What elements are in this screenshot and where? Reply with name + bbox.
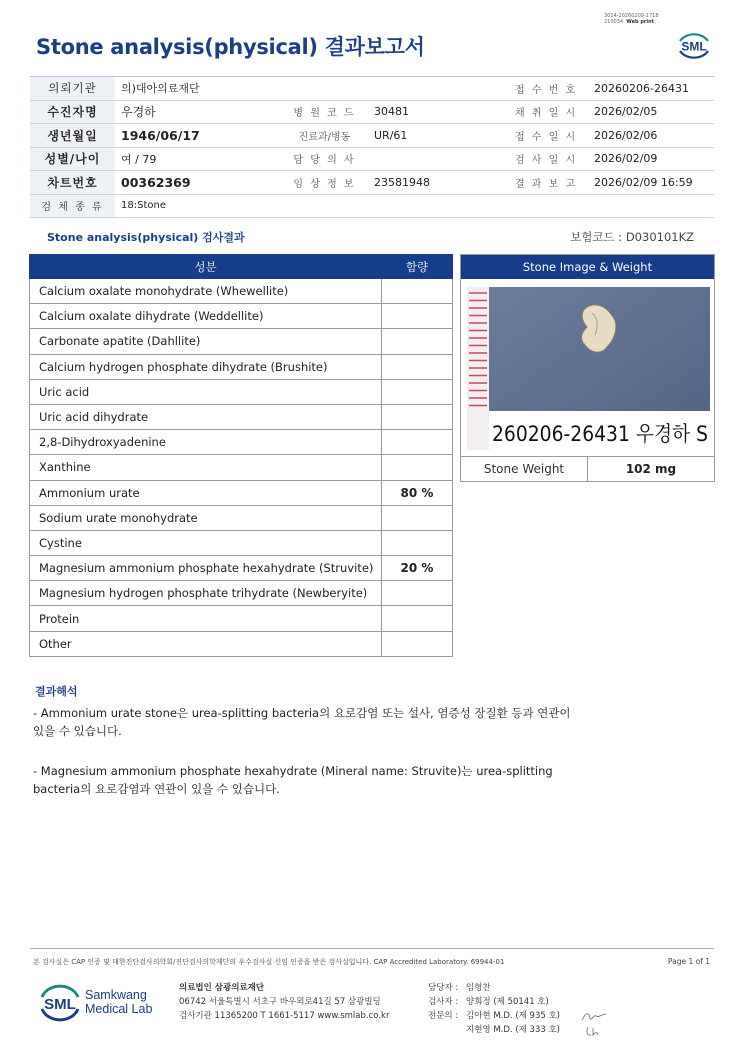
staff-name: 지현영 M.D. (제 333 호) [466,1025,561,1035]
logo-text: SML [681,39,707,54]
component-row [30,404,453,429]
component-name: Cystine [30,530,382,555]
component-amount [382,430,453,455]
specimen-label: 검 체 종 류 [30,194,115,218]
dob: 1946/06/17 [115,124,281,148]
component-amount [382,379,453,404]
dob-label: 생년월일 [30,124,115,148]
component-name: Uric acid dihydrate [30,404,382,429]
clinical-info: 23581948 [368,171,504,195]
staff-name: 양희정 (제 50141 호) [466,997,549,1007]
staff-role: 검사자 : [428,997,459,1007]
component-name: Ammonium urate [30,480,382,505]
page-title: Stone analysis(physical) 결과보고서 [36,35,425,59]
stone-weight-label: Stone Weight [461,457,588,482]
component-amount [382,530,453,555]
staff-row [428,1009,560,1023]
staff-role: 전문의 : [428,1011,459,1021]
stone-weight-value: 102 mg [625,462,677,476]
print-id-code: 210034 [604,19,624,25]
component-row [30,304,453,329]
component-row [30,606,453,631]
collect-date: 2026/02/05 [588,100,714,124]
component-row [30,530,453,555]
component-row [30,631,453,656]
component-header-row [30,255,453,279]
component-amount [382,329,453,354]
brand-line1: Samkwang [85,988,147,1002]
component-row [30,354,453,379]
component-name: 2,8-Dihydroxyadenine [30,430,382,455]
address: 06742 서울특별시 서초구 바우뫼로41길 57 삼광빌딩 [179,997,381,1007]
staff-role: 담당자 : [428,983,459,993]
info-row [30,100,714,124]
component-amount [382,505,453,530]
chart-no: 00362369 [115,171,281,195]
component-name: Sodium urate monohydrate [30,505,382,530]
chart-no-label: 차트번호 [30,171,115,195]
component-amount [382,581,453,606]
stone-weight-row [461,456,714,482]
doctor [368,147,504,171]
interpretation-title: 결과해석 [35,685,78,698]
component-name: Other [30,631,382,656]
doctor-label: 담 당 의 사 [281,147,368,171]
staff-row [428,995,560,1009]
staff-name: 김아현 M.D. (제 935 호) [466,1011,561,1021]
clinical-label: 임 상 정 보 [281,171,368,195]
signature-1 [580,1010,608,1024]
component-amount [382,606,453,631]
stone-label-text: 260206-26431 우경하 S [492,422,708,446]
test-date-label: 검 사 일 시 [504,147,588,171]
component-name: Calcium oxalate dihydrate (Weddellite) [30,304,382,329]
patient-info-table [30,76,714,218]
component-amount: 80 % [382,480,453,505]
component-row [30,379,453,404]
staff-row [428,1023,560,1037]
component-row [30,480,453,505]
staff-list [428,981,560,1037]
print-id [604,13,659,25]
component-amount [382,631,453,656]
report-date: 2026/02/09 16:59 [588,171,714,195]
component-name: Xanthine [30,455,382,480]
receipt-no: 20260206-26431 [588,77,714,101]
contact: 검사기관 11365200 T 1661-5117 www.smlab.co.kr [179,1011,390,1021]
component-row [30,581,453,606]
insurance-code: 보험코드 : D030101KZ [570,230,694,244]
dept-label: 진료과/병동 [281,124,368,148]
page-number: Page 1 of 1 [667,957,710,966]
section-title: Stone analysis(physical) 검사결과 [47,231,245,244]
print-id-label: Web print [626,19,655,25]
accreditation-note: 본 검사실은 CAP 인증 및 대한진단검사의학회/진단검사의학재단의 우수검사실 신임 인증을 받은 검사실입니다. CAP Accredited Laboratory. 69944-01 [33,958,505,966]
component-amount [382,279,453,304]
info-row [30,124,714,148]
hospital-code: 30481 [368,100,504,124]
component-row [30,505,453,530]
receipt-date-label: 접 수 일 시 [504,124,588,148]
component-row [30,455,453,480]
component-name: Protein [30,606,382,631]
info-row [30,194,714,218]
brand-name [85,988,152,1016]
sml-logo-icon [674,27,714,63]
info-row [30,77,714,101]
patient-name: 우경하 [115,100,281,124]
staff-role [428,1023,466,1037]
receipt-date: 2026/02/06 [588,124,714,148]
stone-image-panel [460,254,715,482]
request-org-label: 의뢰기관 [30,77,115,101]
component-amount [382,354,453,379]
footer-divider [30,948,714,949]
footer-address [179,981,389,1023]
stone-photo [467,287,710,450]
info-row [30,171,714,195]
component-name: Magnesium ammonium phosphate hexahydrate (Struvite) [30,556,382,581]
signature-2 [584,1024,604,1038]
hospital-code-label: 병 원 코 드 [281,100,368,124]
sml-footer-logo-icon [36,979,84,1025]
dept: UR/61 [368,124,504,148]
org-name: 의료법인 삼광의료재단 [179,983,265,993]
component-amount-header: 함량 [382,255,453,279]
interpretation-paragraph-2: - Magnesium ammonium phosphate hexahydrate (Mineral name: Struvite)는 urea-splitting bacteria의 요로감염과 연관이 있을 수 있습니다. [33,764,553,796]
component-name: Calcium oxalate monohydrate (Whewellite) [30,279,382,304]
footer-logo-text: SML [44,996,76,1013]
component-row [30,329,453,354]
interpretation-paragraph-1: - Ammonium urate stone은 urea-splitting bacteria의 요로감염 또는 설사, 염증성 장질환 등과 연관이 있을 수 있습니다. [33,706,571,738]
sex-age: 여 / 79 [115,147,281,171]
component-row [30,430,453,455]
component-name: Uric acid [30,379,382,404]
test-date: 2026/02/09 [588,147,714,171]
receipt-no-label: 접 수 번 호 [504,77,588,101]
component-amount [382,455,453,480]
component-name-header: 성분 [30,255,382,279]
component-name: Carbonate apatite (Dahllite) [30,329,382,354]
component-row [30,556,453,581]
patient-label: 수진자명 [30,100,115,124]
report-date-label: 결 과 보 고 [504,171,588,195]
staff-row [428,981,560,995]
stone-image-header: Stone Image & Weight [461,255,714,279]
request-org: 의)대아의료재단 [115,77,504,101]
component-name: Calcium hydrogen phosphate dihydrate (Brushite) [30,354,382,379]
collect-date-label: 채 취 일 시 [504,100,588,124]
brand-line2: Medical Lab [85,1002,153,1016]
component-table [29,254,453,657]
sex-age-label: 성별/나이 [30,147,115,171]
component-amount: 20 % [382,556,453,581]
specimen: 18:Stone [115,194,714,218]
print-id-line1: 3014-20260209-1718 [604,13,659,19]
component-row [30,279,453,304]
component-name: Magnesium hydrogen phosphate trihydrate (Newberyite) [30,581,382,606]
component-amount [382,404,453,429]
staff-name: 임형찬 [466,983,491,993]
component-amount [382,304,453,329]
info-row [30,147,714,171]
